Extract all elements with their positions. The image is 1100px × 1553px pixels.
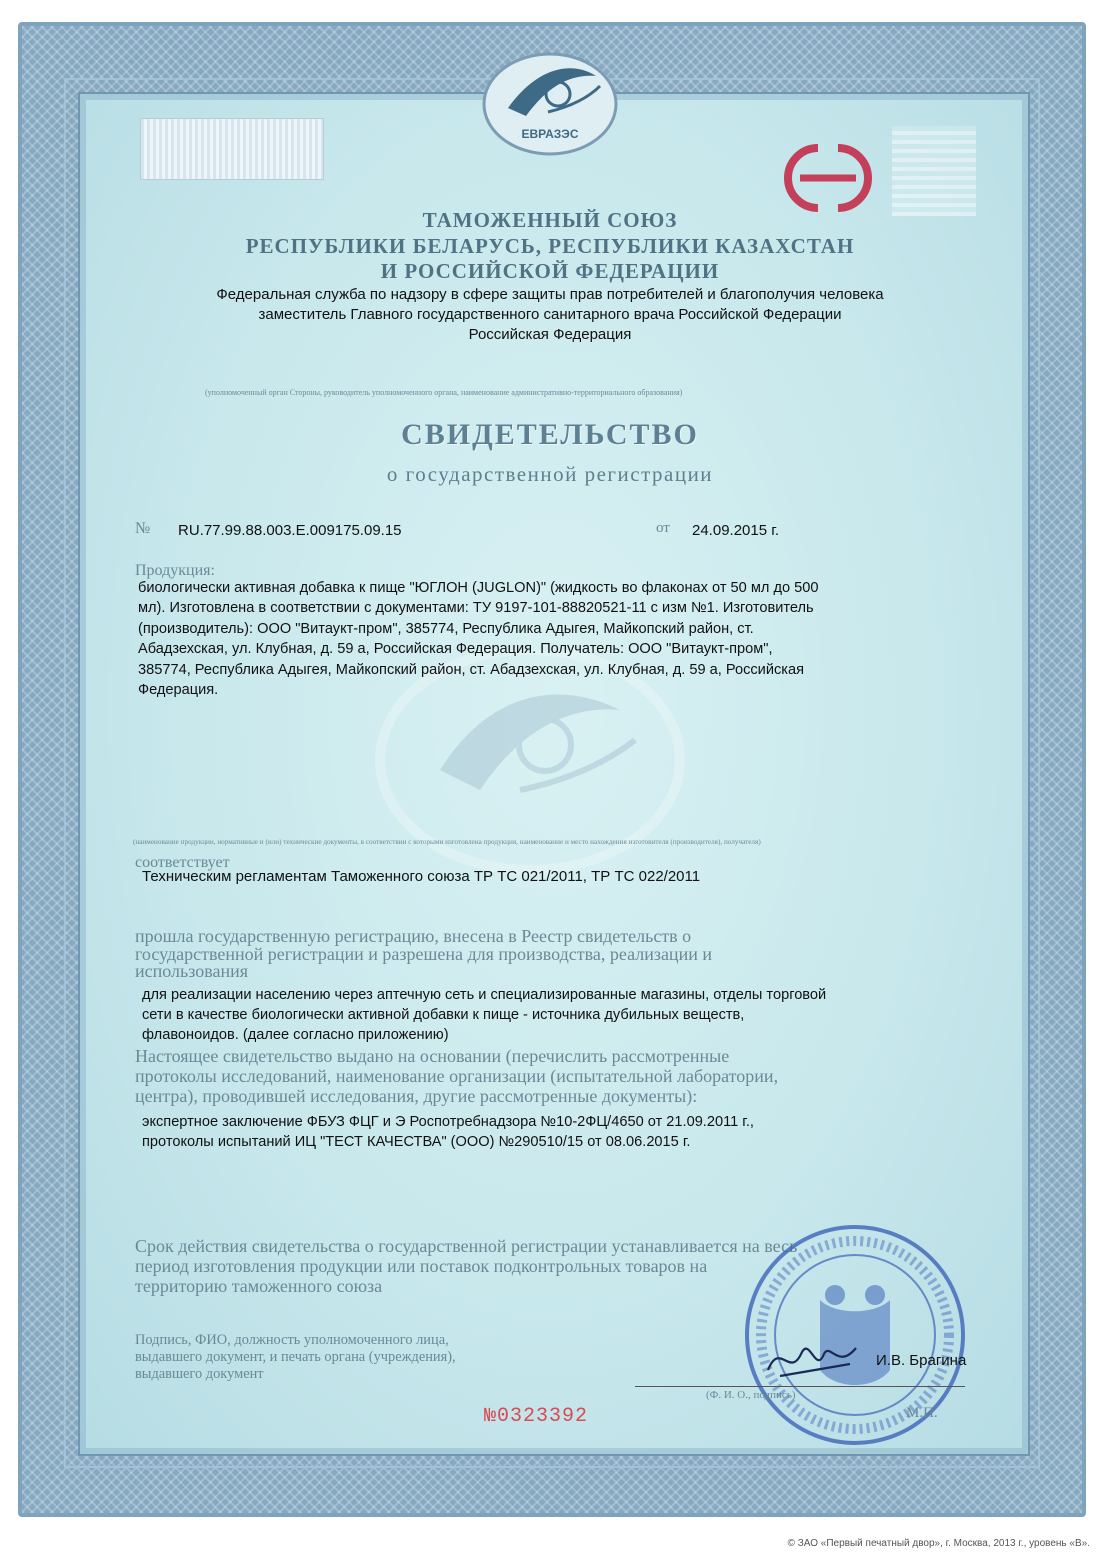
basis-line: Настоящее свидетельство выдано на основании (перечислить рассмотренные [135,1046,730,1066]
authority-line-3: Российская Федерация [468,326,632,343]
product-description [138,578,818,700]
eurasec-emblem [478,46,622,156]
validity-line: период изготовления продукции или поставок подконтрольных товаров на [135,1256,708,1276]
usage-line: флавоноидов. (далее согласно приложению) [142,1027,449,1043]
usage-value [142,985,826,1045]
conforms-label: соответствует [135,854,230,871]
product-line: мл). Изготовлена в соответствии с документами: ТУ 9197-101-88820521-11 с изм №1. Изготовитель [138,600,814,617]
certificate-number: RU.77.99.88.003.E.009175.09.15 [178,522,402,539]
usage-line: сети в качестве биологически активной добавки к пище - источника дубильных веществ, [142,1007,745,1023]
seal-place-mark: М.П. [906,1405,938,1421]
serial-number: №0323392 [484,1405,589,1428]
product-line: биологически активная добавка к пище "ЮГЛОН (JUGLON)" (жидкость во флаконах от 50 мл до 500 [138,580,819,596]
signature-caption-line: выдавшего документ, и печать органа (учреждения), [135,1349,456,1365]
validity-line: Срок действия свидетельства о государственной регистрации устанавливается на весь [135,1236,798,1256]
emblem-text: ЕВРАЗЭС [521,127,579,141]
signature-caption-line: выдавшего документ [135,1366,264,1382]
product-label: Продукция: [135,562,215,579]
header-line-1: ТАМОЖЕННЫЙ СОЮЗ [422,208,678,232]
authority-caption: (уполномоченный орган Стороны, руководитель уполномоченного органа, наименование административно-территориального образования) [205,388,683,397]
usage-line: для реализации населению через аптечную сеть и специализированные магазины, отделы торговой [142,987,827,1003]
authority-line-2: заместитель Главного государственного санитарного врача Российской Федерации [258,306,842,323]
product-line: (производитель): ООО "Витаукт-пром", 385774, Республика Адыгея, Майкопский район, ст. [138,620,754,637]
header-line-2: РЕСПУБЛИКИ БЕЛАРУСЬ, РЕСПУБЛИКИ КАЗАХСТАН [245,234,855,258]
product-caption: (наименование продукции, нормативные и (или) технические документы, в соответствии с которыми изготовлена продукция, наименование и место нахождения изготовителя (производителя), получателя) [133,838,761,846]
basis-document: экспертное заключение ФБУЗ ФЦГ и Э Роспотребнадзора №10-2ФЦ/4650 от 21.09.2011 г., [142,1114,754,1130]
header-line-3: И РОССИЙСКОЙ ФЕДЕРАЦИИ [380,259,720,283]
handwritten-signature [760,1330,870,1390]
conformity-mark-icon [778,140,878,216]
hologram-strip [140,118,324,180]
basis-document: протоколы испытаний ИЦ "ТЕСТ КАЧЕСТВА" (ООО) №290510/15 от 08.06.2015 г. [142,1134,691,1150]
date-label: от [656,520,670,536]
signatory-name: И.В. Брагина [876,1352,967,1369]
signature-caption-line: Подпись, ФИО, должность уполномоченного лица, [135,1332,449,1348]
printer-footer: © ЗАО «Первый печатный двор», г. Москва, 2013 г., уровень «В». [787,1538,1090,1549]
number-label: № [135,520,151,537]
registration-line: прошла государственную регистрацию, внесена в Реестр свидетельств о [135,926,692,946]
certificate-date: 24.09.2015 г. [692,522,780,539]
registration-line: государственной регистрации и разрешена для производства, реализации и [135,943,712,964]
product-line: Федерация. [138,682,219,699]
basis-statement [135,1046,778,1106]
product-line: 385774, Республика Адыгея, Майкопский район, ст. Абадзехская, ул. Клубная, д. 59 а, Российская [138,661,804,678]
validity-line: территорию таможенного союза [135,1276,383,1296]
security-pattern [892,126,976,216]
registration-line: использования [135,961,249,981]
signature-caption [135,1332,456,1383]
basis-value [142,1112,754,1152]
document-subtitle: о государственной регистрации [386,462,714,486]
basis-line: протоколы исследований, наименование организации (испытательной лаборатории, [135,1066,779,1086]
product-line: Абадзехская, ул. Клубная, д. 59 а, Российская Федерация. Получатель: ООО "Витаукт-пром", [138,641,773,658]
fio-caption: (Ф. И. О., подпись) [706,1389,796,1401]
conforms-value: Техническим регламентам Таможенного союза ТР ТС 021/2011, ТР ТС 022/2011 [142,868,701,885]
basis-line: центра), проводившей исследования, другие рассмотренные документы): [135,1086,698,1106]
signature-line [635,1386,965,1387]
registration-statement [135,928,712,981]
document-title: СВИДЕТЕЛЬСТВО [401,418,699,451]
validity-statement [135,1236,797,1296]
authority-line-1: Федеральная служба по надзору в сфере защиты прав потребителей и благополучия человека [216,286,884,303]
